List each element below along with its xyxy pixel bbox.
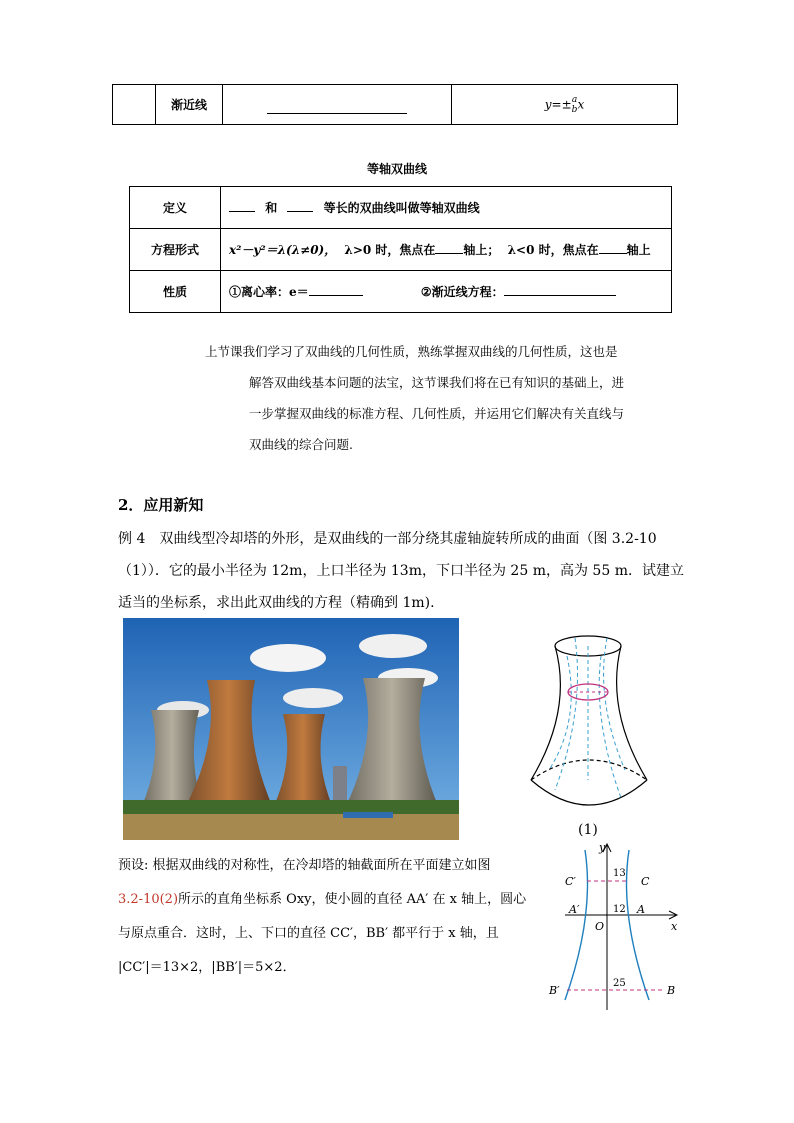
intro-line: 上节课我们学习了双曲线的几何性质，熟练掌握双曲线的几何性质，这也是	[205, 344, 618, 359]
example-line: 适当的坐标系，求出此双曲线的方程（精确到 1m).	[118, 595, 435, 611]
equilateral-hyperbola-table	[129, 186, 672, 313]
blank	[229, 211, 255, 212]
equation-text: x²－y²＝λ(λ≠0)，	[229, 243, 337, 257]
definition-cell	[221, 187, 672, 229]
equation-cell	[221, 229, 672, 271]
figure-label: (1)	[578, 822, 598, 838]
formula-var: x	[577, 97, 585, 111]
empty-cell	[113, 85, 156, 125]
asymptote-table	[112, 84, 678, 125]
label-13: 13	[613, 868, 626, 879]
intro-line: 解答双曲线基本问题的法宝，这节课我们将在已有知识的基础上，进	[249, 375, 625, 390]
property-cell	[221, 271, 672, 313]
blank	[287, 211, 313, 212]
blank	[599, 253, 627, 254]
y-axis-label: y	[599, 841, 606, 854]
table-title: 等轴双曲线	[366, 162, 427, 176]
origin-label: O	[595, 920, 605, 933]
point-a-prime: A′	[569, 903, 580, 916]
x-axis-label: x	[671, 920, 678, 933]
blank-cell	[223, 85, 452, 125]
eccentricity-text: ①离心率：e＝	[229, 285, 309, 299]
property-label: 性质	[130, 271, 221, 313]
section-heading: 2．应用新知	[118, 496, 204, 514]
solution-line: 与原点重合．这时，上、下口的直径 CC′，BB′ 都平行于 x 轴，且	[118, 926, 499, 941]
definition-label: 定义	[130, 187, 221, 229]
example-text	[118, 523, 688, 619]
intro-paragraph	[205, 336, 675, 460]
point-a: A	[637, 903, 645, 916]
axis-text-2: 轴上	[626, 243, 651, 257]
solution-text	[118, 849, 538, 985]
blank	[435, 253, 463, 254]
example-line: 例 4 双曲线型冷却塔的外形，是双曲线的一部分绕其虚轴旋转所成的曲面（图 3.2-10	[118, 531, 657, 547]
blank	[309, 295, 363, 296]
hyperbola-axis-diagram	[545, 840, 685, 1015]
axis-text-1: 轴上；	[463, 243, 500, 257]
equation-label: 方程形式	[130, 229, 221, 271]
formula-num: a	[571, 94, 578, 105]
label-12: 12	[613, 904, 626, 915]
point-c: C	[641, 875, 650, 888]
solution-line: 预设: 根据双曲线的对称性，在冷却塔的轴截面所在平面建立如图	[118, 858, 491, 873]
formula-text: y=±	[544, 97, 572, 111]
intro-line: 一步掌握双曲线的标准方程、几何性质，并运用它们解决有关直线与	[249, 406, 625, 421]
cooling-tower-photo	[123, 618, 459, 840]
figure-ref: 3.2-10(2)	[118, 892, 179, 907]
solution-line: |CC′|＝13×2，|BB′|＝5×2．	[118, 960, 296, 975]
solution-text-2: 所示的直角坐标系 Oxy，使小圆的直径 AA′ 在 x 轴上，圆心	[178, 892, 527, 907]
intro-line: 双曲线的综合问题.	[249, 437, 353, 452]
solution-line	[118, 883, 538, 917]
label-25: 25	[613, 978, 626, 989]
example-line: （1））．它的最小半径为 12m，上口半径为 13m，下口半径为 25 m，高为 55 m．试建立	[118, 563, 684, 579]
asymptote-eq-text: ②渐近线方程：	[420, 285, 504, 299]
point-b-prime: B′	[549, 984, 560, 997]
point-b: B	[667, 984, 676, 997]
answer-blank	[267, 113, 407, 114]
point-c-prime: C′	[565, 875, 576, 888]
formula-den: b	[571, 104, 578, 115]
and-text: 和	[265, 201, 278, 215]
tower-3d-diagram	[525, 630, 655, 808]
blank	[504, 295, 616, 296]
asymptote-formula	[452, 85, 678, 125]
negative-case: λ<0 时，焦点在	[507, 243, 599, 257]
positive-case: λ>0 时，焦点在	[344, 243, 436, 257]
definition-text: 等长的双曲线叫做等轴双曲线	[323, 201, 480, 215]
asymptote-label: 渐近线	[156, 85, 223, 125]
